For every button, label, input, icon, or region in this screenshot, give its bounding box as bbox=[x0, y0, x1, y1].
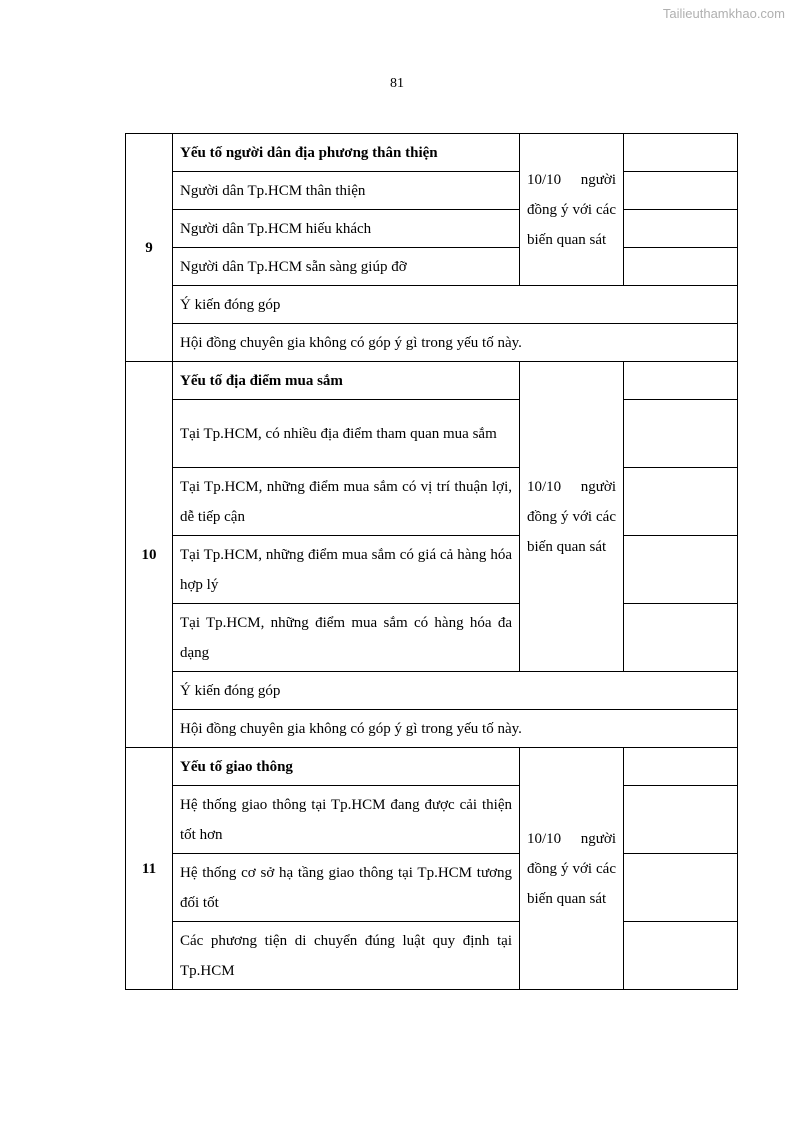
table-row bbox=[126, 210, 738, 248]
table-row bbox=[126, 854, 738, 922]
observed-variable: Tại Tp.HCM, những điểm mua sắm có giá cả hàng hóa hợp lý bbox=[173, 536, 520, 604]
agreement-cell: 10/10 người đồng ý với các biến quan sát bbox=[520, 134, 624, 286]
comment-label: Ý kiến đóng góp bbox=[173, 672, 738, 710]
table-row bbox=[126, 672, 738, 710]
table-row bbox=[126, 748, 738, 786]
factor-number: 11 bbox=[126, 748, 173, 990]
factor-number: 10 bbox=[126, 362, 173, 748]
table-row bbox=[126, 324, 738, 362]
table-row bbox=[126, 786, 738, 854]
table-row bbox=[126, 134, 738, 172]
table-row bbox=[126, 710, 738, 748]
empty-cell bbox=[624, 172, 738, 210]
agreement-cell: 10/10 người đồng ý với các biến quan sát bbox=[520, 748, 624, 990]
comment-text: Hội đồng chuyên gia không có góp ý gì trong yếu tố này. bbox=[173, 710, 738, 748]
comment-text: Hội đồng chuyên gia không có góp ý gì trong yếu tố này. bbox=[173, 324, 738, 362]
empty-cell bbox=[624, 210, 738, 248]
factor-number: 9 bbox=[126, 134, 173, 362]
table-row bbox=[126, 248, 738, 286]
table-row bbox=[126, 536, 738, 604]
table-row bbox=[126, 362, 738, 400]
empty-cell bbox=[624, 400, 738, 468]
observed-variable: Tại Tp.HCM, những điểm mua sắm có hàng hóa đa dạng bbox=[173, 604, 520, 672]
comment-label: Ý kiến đóng góp bbox=[173, 286, 738, 324]
empty-cell bbox=[624, 922, 738, 990]
observed-variable: Các phương tiện di chuyển đúng luật quy định tại Tp.HCM bbox=[173, 922, 520, 990]
observed-variable: Người dân Tp.HCM hiếu khách bbox=[173, 210, 520, 248]
observed-variable: Hệ thống giao thông tại Tp.HCM đang được cải thiện tốt hơn bbox=[173, 786, 520, 854]
table-row bbox=[126, 172, 738, 210]
factor-title: Yếu tố người dân địa phương thân thiện bbox=[173, 134, 520, 172]
table-row bbox=[126, 286, 738, 324]
factor-title: Yếu tố giao thông bbox=[173, 748, 520, 786]
observed-variable: Người dân Tp.HCM thân thiện bbox=[173, 172, 520, 210]
factor-title: Yếu tố địa điểm mua sắm bbox=[173, 362, 520, 400]
table-row bbox=[126, 468, 738, 536]
observed-variable: Tại Tp.HCM, có nhiều địa điểm tham quan mua sắm bbox=[173, 400, 520, 468]
empty-cell bbox=[624, 134, 738, 172]
empty-cell bbox=[624, 468, 738, 536]
table-row bbox=[126, 604, 738, 672]
watermark: Tailieuthamkhao.com bbox=[662, 6, 785, 21]
observed-variable: Hệ thống cơ sở hạ tầng giao thông tại Tp.HCM tương đối tốt bbox=[173, 854, 520, 922]
empty-cell bbox=[624, 362, 738, 400]
empty-cell bbox=[624, 536, 738, 604]
expert-review-table bbox=[125, 133, 738, 990]
empty-cell bbox=[624, 604, 738, 672]
empty-cell bbox=[624, 748, 738, 786]
empty-cell bbox=[624, 786, 738, 854]
table-row bbox=[126, 400, 738, 468]
table-row bbox=[126, 922, 738, 990]
observed-variable: Người dân Tp.HCM sẵn sàng giúp đỡ bbox=[173, 248, 520, 286]
agreement-cell: 10/10 người đồng ý với các biến quan sát bbox=[520, 362, 624, 672]
empty-cell bbox=[624, 248, 738, 286]
observed-variable: Tại Tp.HCM, những điểm mua sắm có vị trí thuận lợi, dễ tiếp cận bbox=[173, 468, 520, 536]
empty-cell bbox=[624, 854, 738, 922]
page-number: 81 bbox=[390, 76, 404, 91]
